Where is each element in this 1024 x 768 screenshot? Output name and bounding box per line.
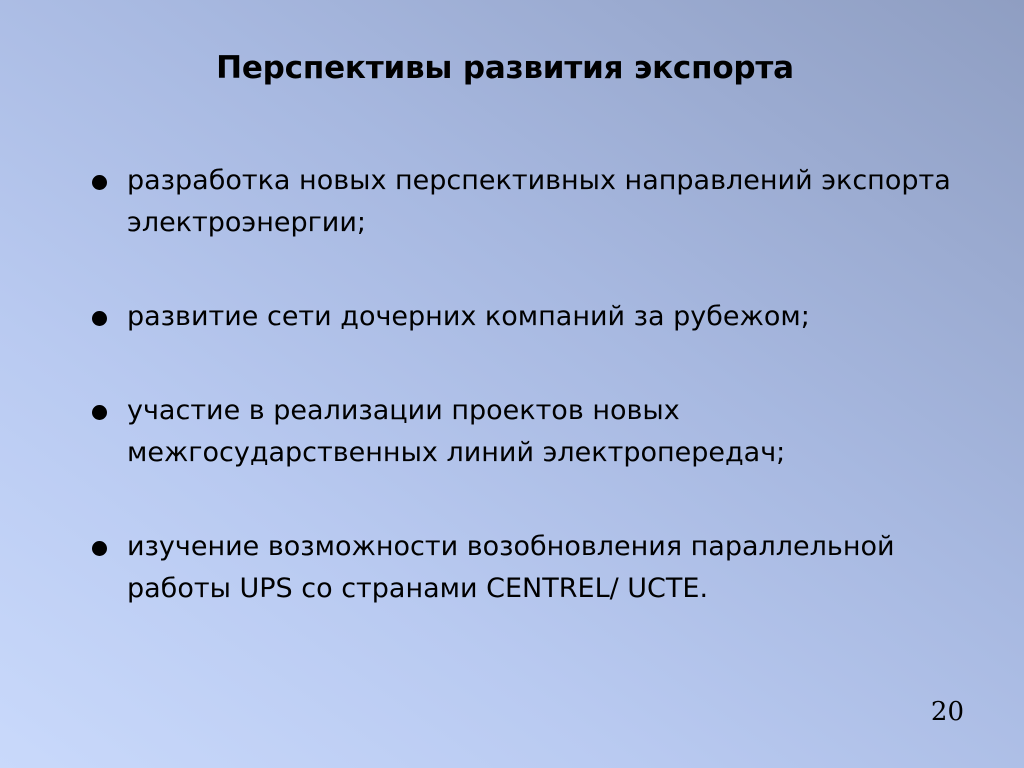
bullet-item — [92, 390, 952, 474]
bullet-text: изучение возможности возобновления параллельной работы UPS со странами CENTREL/ UCTE. — [127, 531, 895, 604]
bullet-item — [92, 526, 952, 610]
bullet-text: развитие сети дочерних компаний за рубежом; — [127, 301, 810, 332]
bullet-dot-icon — [92, 405, 107, 420]
bullet-dot-icon — [92, 541, 107, 556]
slide-title: Перспективы развития экспорта — [216, 50, 794, 86]
page-number: 20 — [930, 697, 964, 727]
bullet-dot-icon — [92, 175, 107, 190]
bullet-dot-icon — [92, 311, 107, 326]
bullet-item — [92, 160, 952, 244]
bullet-list — [92, 160, 952, 662]
bullet-text: участие в реализации проектов новых межгосударственных линий электропередач; — [127, 395, 786, 468]
bullet-item — [92, 296, 952, 338]
bullet-text: разработка новых перспективных направлений экспорта электроэнергии; — [127, 165, 951, 238]
